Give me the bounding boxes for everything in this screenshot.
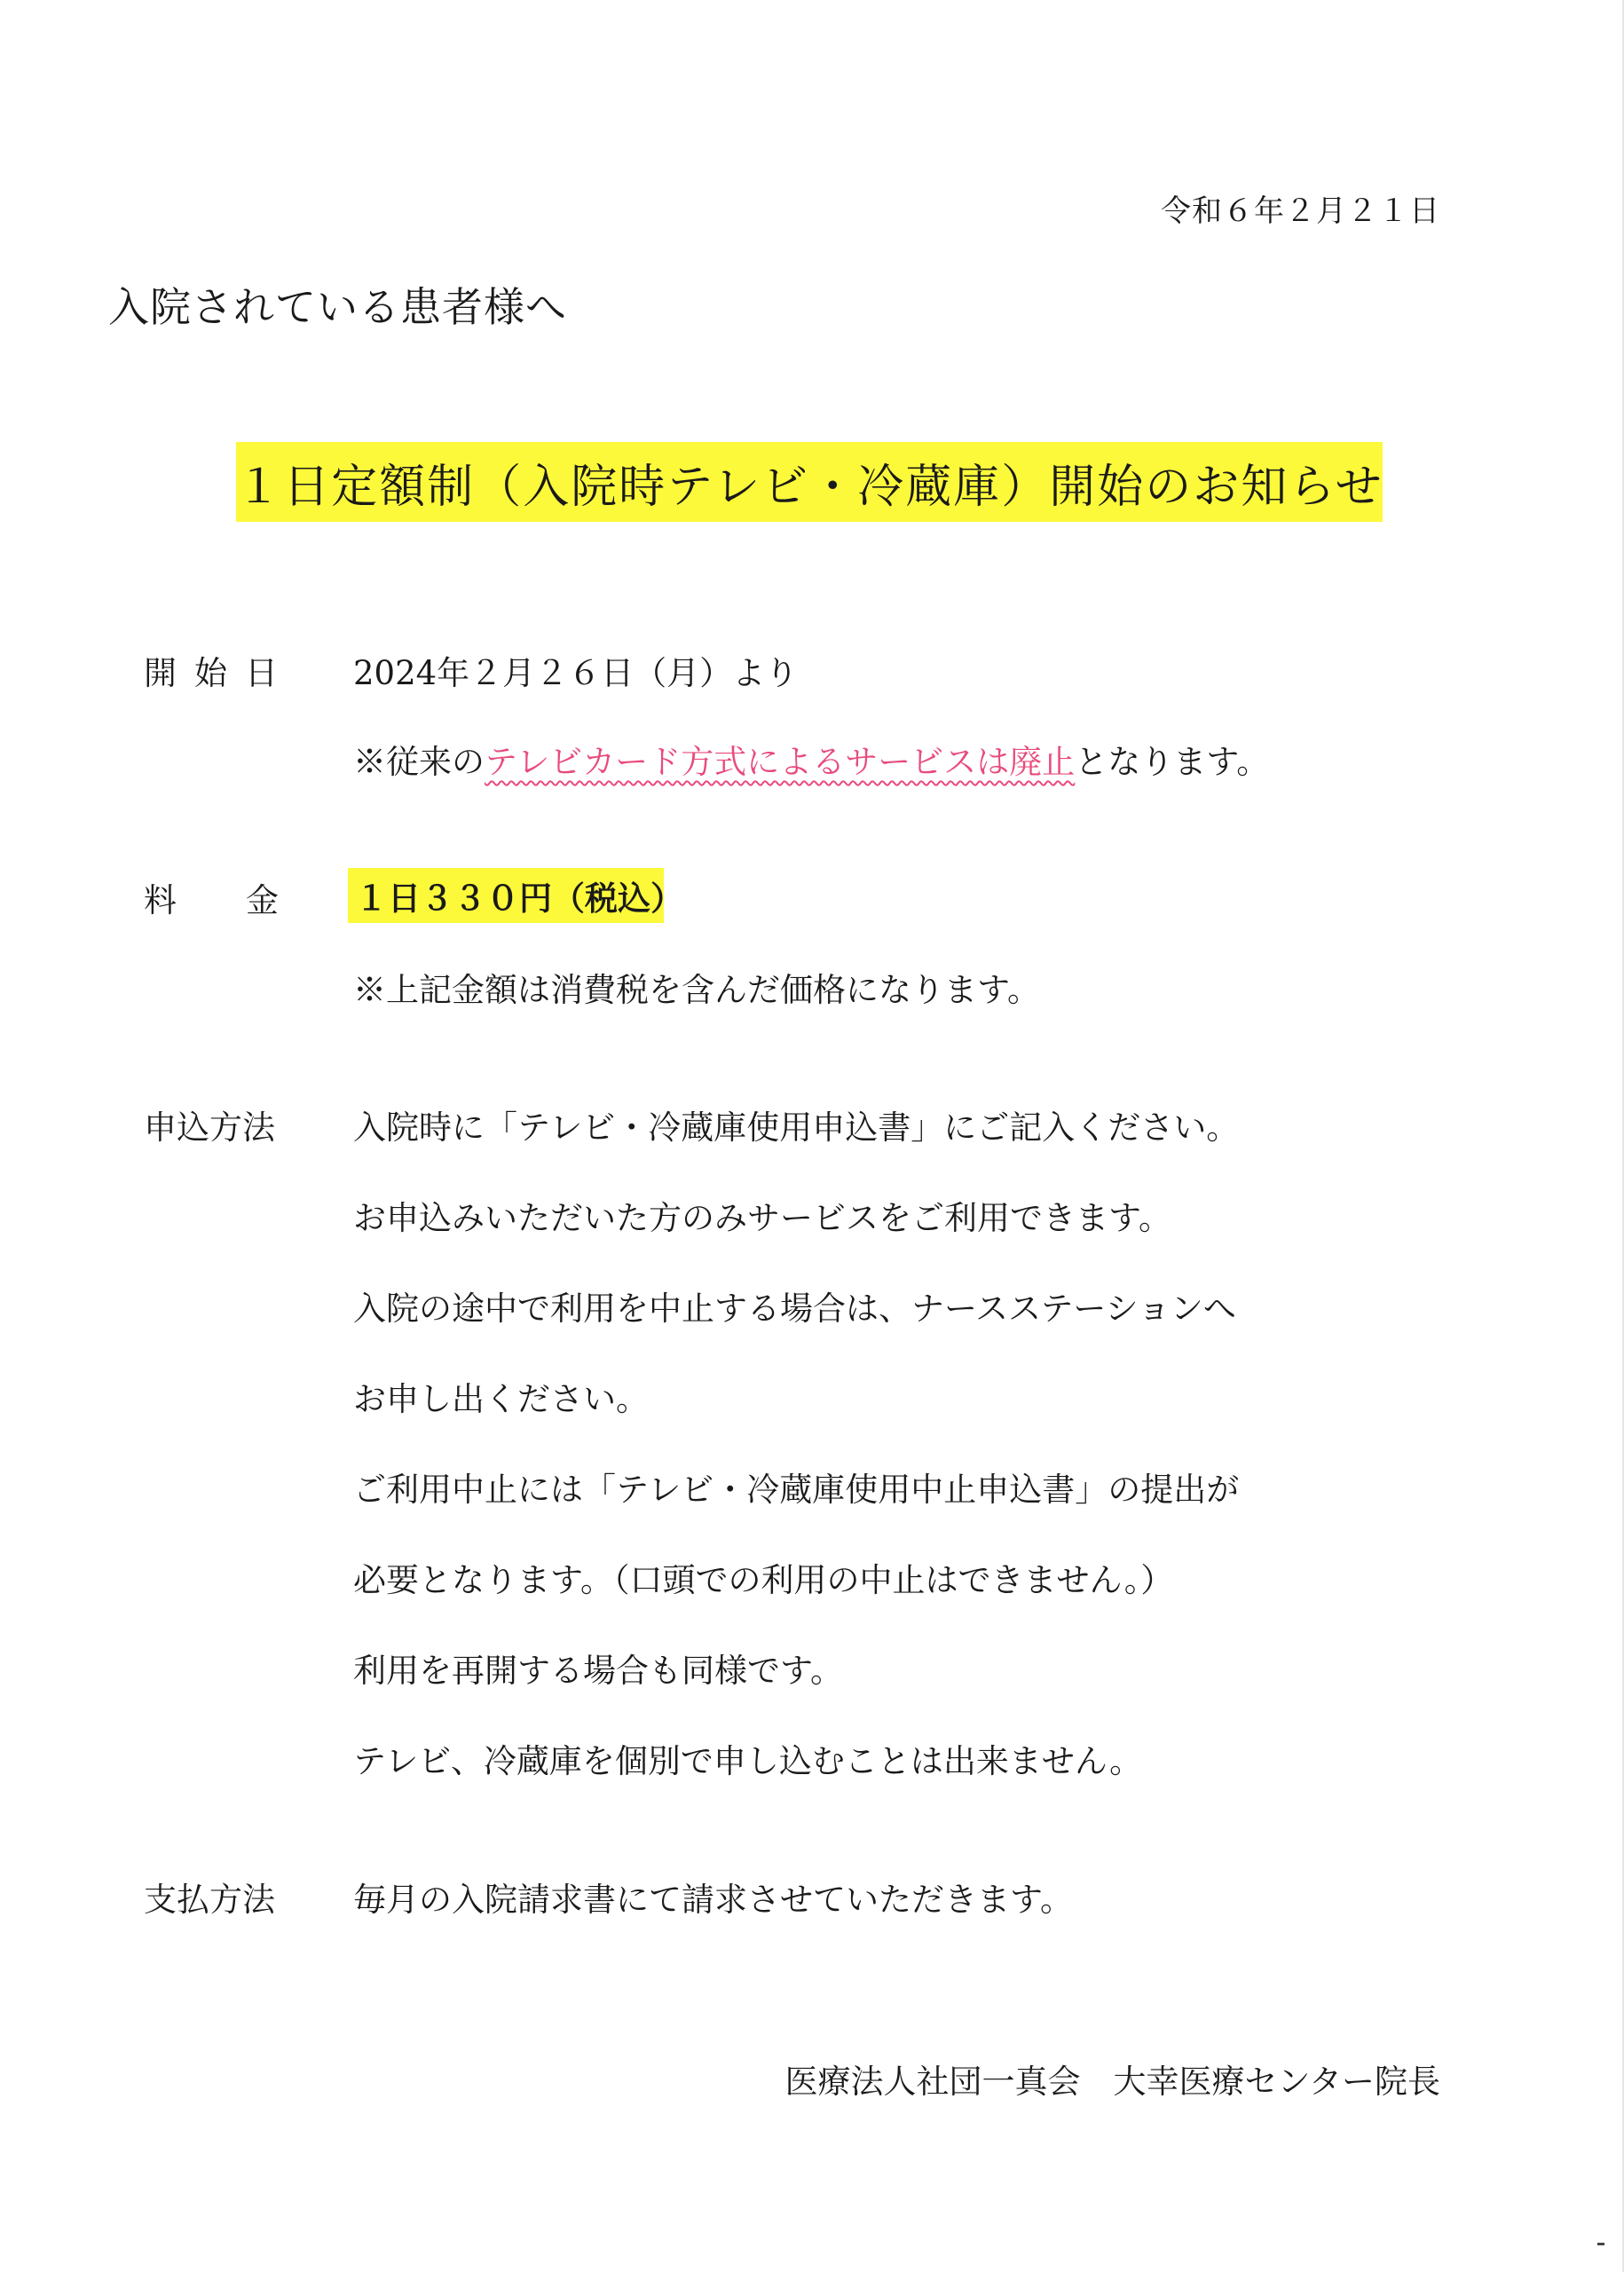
scan-mark (1597, 2243, 1604, 2245)
application-line: 利用を再開する場合も同様です。 (353, 1652, 844, 1690)
fee-value: １日３３０円（税込） (355, 879, 683, 918)
issue-date: 令和６年２月２１日 (1161, 193, 1440, 229)
title-highlight (236, 442, 1383, 522)
start-date-note (353, 735, 1269, 783)
payment-value: 毎月の入院請求書にて請求させていただきます。 (353, 1881, 1074, 1919)
start-date-value: 2024年２月２６日（月）より (353, 654, 799, 692)
fee-note: ※上記金額は消費税を含んだ価格になります。 (353, 971, 1041, 1009)
application-line: 必要となります。（口頭での利用の中止はできません。） (353, 1561, 1174, 1599)
note-prefix: ※従来の (353, 743, 485, 781)
fee-highlight (348, 868, 683, 923)
application-line: お申し出ください。 (353, 1380, 649, 1418)
application-line: お申込みいただいた方のみサービスをご利用できます。 (353, 1199, 1172, 1237)
addressee: 入院されている患者様へ (108, 283, 567, 331)
application-line: ご利用中止には「テレビ・冷蔵庫使用中止申込書」の提出が (353, 1471, 1240, 1509)
application-label: 申込方法 (144, 1108, 275, 1147)
fee-label: 料金 (144, 881, 348, 919)
start-date-label: 開始日 (144, 654, 296, 692)
note-suffix: となります。 (1075, 743, 1270, 781)
note-highlight: テレビカード方式によるサービスは廃止 (485, 743, 1076, 781)
signature: 医療法人社団一真会 大幸医療センター院長 (784, 2063, 1440, 2101)
application-line: テレビ、冷蔵庫を個別で申し込むことは出来ません。 (353, 1742, 1143, 1780)
payment-label: 支払方法 (144, 1881, 275, 1919)
page-title: １日定額制（入院時テレビ・冷蔵庫）開始のお知らせ (235, 460, 1384, 514)
application-line: 入院の途中で利用を中止する場合は、ナースステーションへ (353, 1290, 1236, 1328)
application-line: 入院時に「テレビ・冷蔵庫使用申込書」にご記入ください。 (353, 1108, 1240, 1147)
